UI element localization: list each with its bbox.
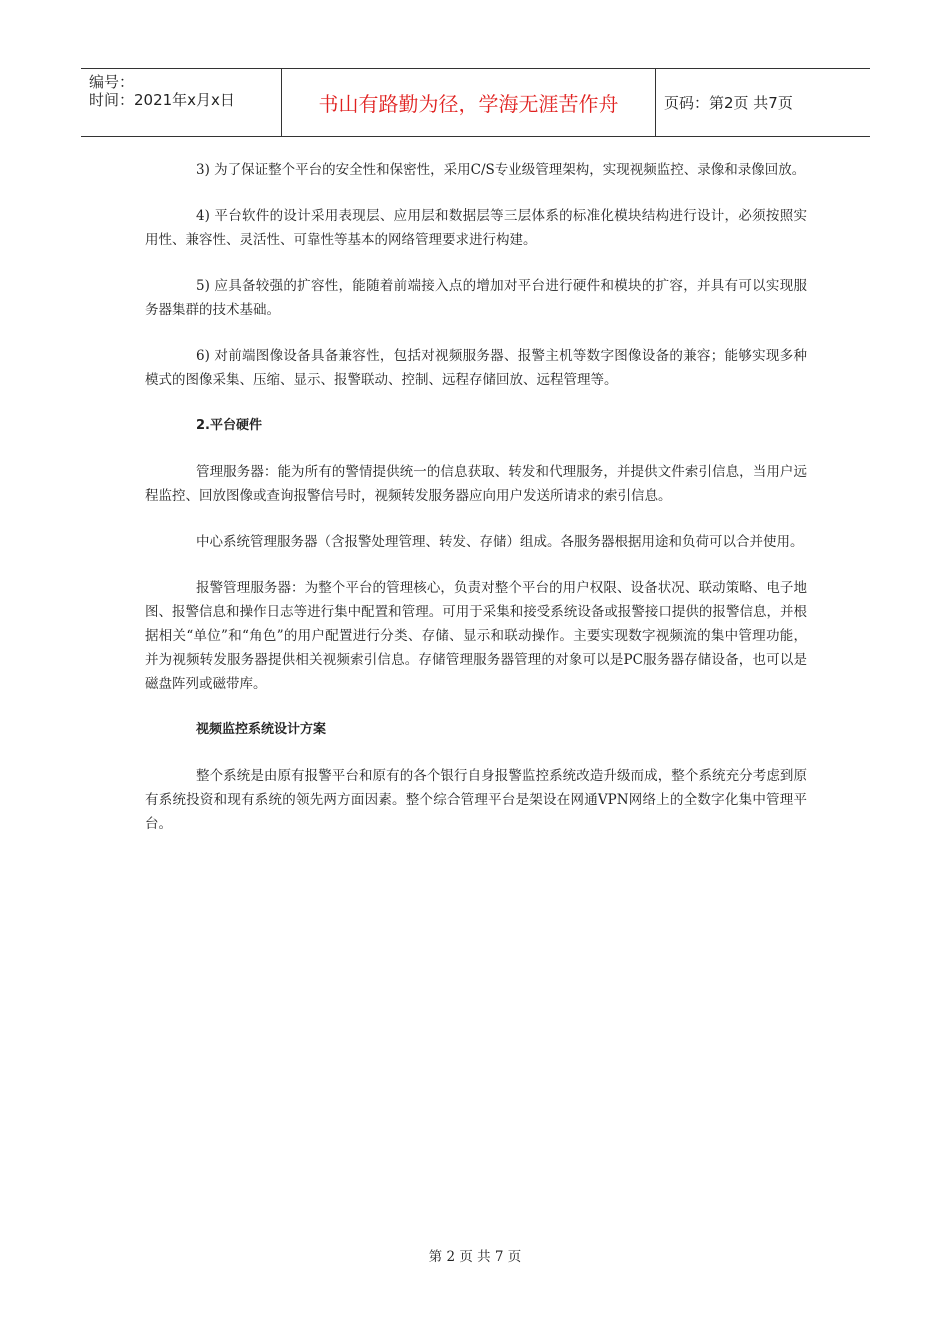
page-header <box>81 68 870 137</box>
header-meta <box>81 69 282 136</box>
header-motto: 书山有路勤为径，学海无涯苦作舟 <box>282 69 656 136</box>
paragraph: 5) 应具备较强的扩容性，能随着前端接入点的增加对平台进行硬件和模块的扩容，并具有可以实现服务器集群的技术基础。 <box>145 278 807 318</box>
paragraph: 报警管理服务器：为整个平台的管理核心，负责对整个平台的用户权限、设备状况、联动策略、电子地图、报警信息和操作日志等进行集中配置和管理。可用于采集和接受系统设备或报警接口提供的报警信息，并根据相关“单位”和“角色”的用户配置进行分类、存储、显示和联动操作。主要实现数字视频流的集中管理功能，并为视频转发服务器提供相关视频索引信息。存储管理服务器管理的对象可以是PC服务器存储设备，也可以是磁盘阵列或磁带库。 <box>145 580 807 692</box>
paragraph: 6) 对前端图像设备具备兼容性，包括对视频服务器、报警主机等数字图像设备的兼容；能够实现多种模式的图像采集、压缩、显示、报警联动、控制、远程存储回放、远程管理等。 <box>145 348 807 388</box>
document-body <box>145 158 807 858</box>
document-number-label: 编号： <box>89 73 135 91</box>
header-page-info: 页码：第2页 共7页 <box>664 94 793 112</box>
document-date: 时间：2021年x月x日 <box>89 91 235 109</box>
paragraph: 管理服务器：能为所有的警情提供统一的信息获取、转发和代理服务，并提供文件索引信息，当用户远程监控、回放图像或查询报警信号时，视频转发服务器应向用户发送所请求的索引信息。 <box>145 464 807 504</box>
paragraph: 中心系统管理服务器（含报警处理管理、转发、存储）组成。各服务器根据用途和负荷可以合并使用。 <box>196 534 804 550</box>
paragraph: 4) 平台软件的设计采用表现层、应用层和数据层等三层体系的标准化模块结构进行设计，必须按照实用性、兼容性、灵活性、可靠性等基本的网络管理要求进行构建。 <box>145 208 807 248</box>
paragraph: 3) 为了保证整个平台的安全性和保密性，采用C/S专业级管理架构，实现视频监控、录像和录像回放。 <box>196 162 806 178</box>
paragraph: 整个系统是由原有报警平台和原有的各个银行自身报警监控系统改造升级而成，整个系统充分考虑到原有系统投资和现有系统的领先两方面因素。整个综合管理平台是架设在网通VPN网络上的全数字化集中管理平台。 <box>145 768 807 832</box>
page-footer: 第 2 页 共 7 页 <box>428 1249 522 1265</box>
section-heading: 视频监控系统设计方案 <box>196 722 327 737</box>
section-heading: 2.平台硬件 <box>196 418 262 433</box>
